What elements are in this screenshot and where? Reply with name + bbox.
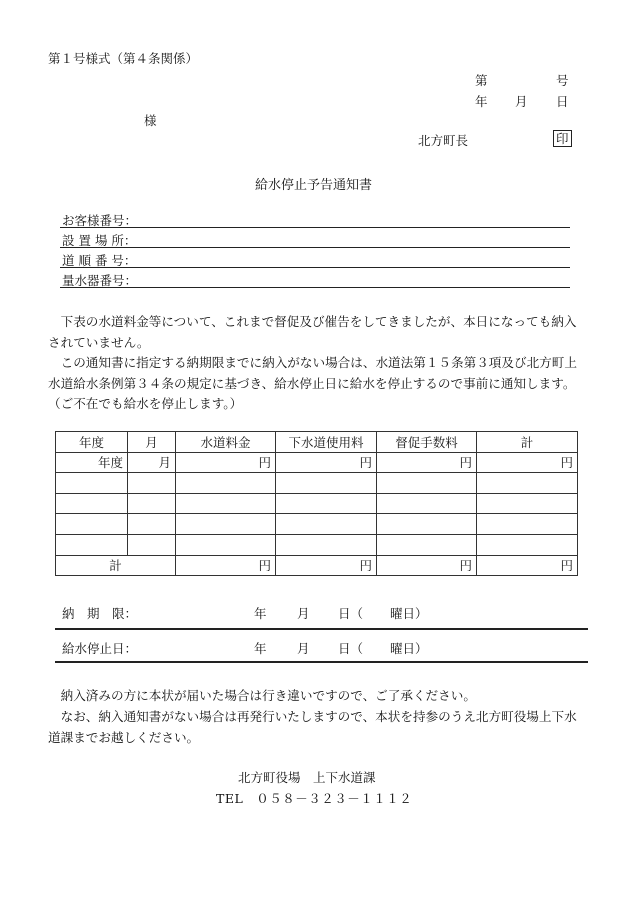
field-location: 設 置 場 所： (62, 233, 137, 248)
deadline-day: 日（ (338, 606, 364, 621)
field-underline (60, 227, 570, 228)
header-sewer-fee: 下水道使用料 (276, 432, 377, 453)
field-route-number: 道 順 番 号： (62, 253, 137, 268)
date-day: 日 (556, 94, 569, 109)
total-unit: 円 (276, 555, 377, 576)
issuer-name: 北方町長 (418, 133, 469, 148)
contact-office: 北方町役場 上下水道課 (238, 770, 376, 785)
field-meter-number: 量水器番号： (62, 273, 138, 288)
header-reminder-fee: 督促手数料 (377, 432, 477, 453)
table-row (56, 473, 578, 494)
header-month: 月 (128, 432, 176, 453)
table-header-row (56, 432, 578, 453)
field-underline (60, 267, 570, 268)
stop-date-label: 給水停止日： (62, 641, 138, 656)
document-title: 給水停止予告通知書 (255, 178, 373, 193)
date-year: 年 (475, 94, 488, 109)
seal-mark: 印 (553, 130, 572, 147)
stop-month: 月 (297, 641, 310, 656)
number-suffix: 号 (556, 73, 569, 88)
stop-year: 年 (254, 641, 267, 656)
unit-yen: 円 (176, 452, 276, 473)
table-total-row (56, 555, 578, 576)
unit-yen: 円 (276, 452, 377, 473)
unit-yen: 円 (377, 452, 477, 473)
table-row (56, 534, 578, 555)
contact-phone: TEL ０５８－３２３－１１１２ (216, 791, 413, 806)
deadline-month: 月 (297, 606, 310, 621)
header-fiscal-year: 年度 (56, 432, 128, 453)
section-divider (55, 661, 588, 663)
deadline-weekday: 曜日） (390, 606, 428, 621)
unit-yen: 円 (477, 452, 578, 473)
stop-day: 日（ (338, 641, 364, 656)
deadline-label: 納 期 限： (62, 606, 138, 621)
number-prefix: 第 (475, 73, 488, 88)
addressee-honorific: 様 (144, 113, 157, 128)
total-label: 計 (56, 555, 176, 576)
charges-table (55, 431, 578, 576)
total-unit: 円 (477, 555, 578, 576)
body-paragraph-1: 下表の水道料金等について、これまで督促及び催告をしてきましたが、本日になっても納入されていません。 (48, 314, 577, 350)
form-number: 第１号様式（第４条関係） (48, 51, 199, 66)
field-customer-number: お客様番号： (62, 213, 138, 228)
section-divider (55, 628, 588, 630)
table-row (56, 493, 578, 514)
header-water-fee: 水道料金 (176, 432, 276, 453)
unit-fiscal-year: 年度 (56, 452, 128, 473)
total-unit: 円 (377, 555, 477, 576)
stop-weekday: 曜日） (390, 641, 428, 656)
deadline-year: 年 (254, 606, 267, 621)
body-paragraph-2: この通知書に指定する納期限までに納入がない場合は、水道法第１５条第３項及び北方町上水道給水条例第３４条の規定に基づき、給水停止日に給水を停止するので事前に通知します。（ご不在でも給水を停止します。） (48, 355, 577, 411)
table-row (56, 514, 578, 535)
unit-month: 月 (128, 452, 176, 473)
header-total: 計 (477, 432, 578, 453)
total-unit: 円 (176, 555, 276, 576)
field-underline (60, 247, 570, 248)
footer-note-2: なお、納入通知書がない場合は再発行いたしますので、本状を持参のうえ北方町役場上下水道課までお越しください。 (48, 709, 577, 745)
field-underline (60, 287, 570, 288)
table-row (56, 452, 578, 473)
footer-note-1: 納入済みの方に本状が届いた場合は行き違いですので、ご了承ください。 (48, 688, 476, 703)
date-month: 月 (515, 94, 528, 109)
